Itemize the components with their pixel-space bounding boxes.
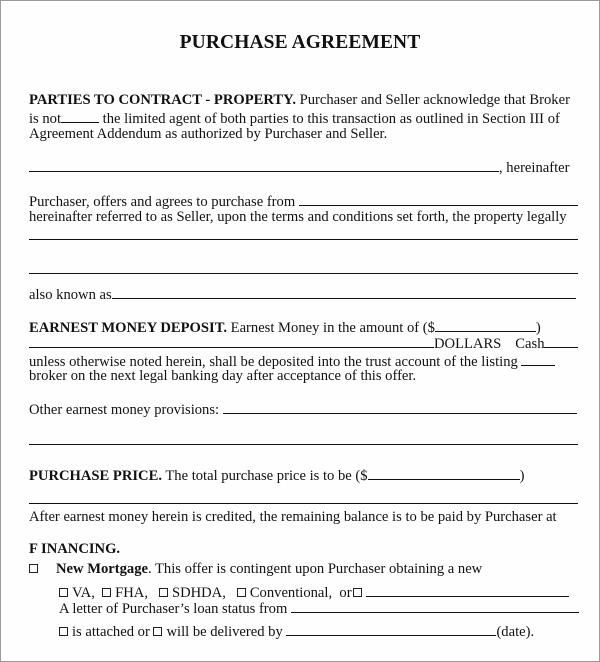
other-provisions-label: Other earnest money provisions: <box>29 402 223 418</box>
purchase-price-text: The total purchase price is to be ($ <box>161 468 368 484</box>
purchase-price-field[interactable] <box>368 466 520 480</box>
other-loan-checkbox[interactable] <box>353 588 362 597</box>
other-provisions-line-2[interactable] <box>29 444 578 445</box>
also-known-as-field[interactable] <box>112 285 576 299</box>
cash-field[interactable] <box>544 334 578 348</box>
dollars-label: DOLLARS <box>434 336 502 352</box>
purchaser-offers-text: Purchaser, offers and agrees to purchase from <box>29 194 299 210</box>
cash-label: Cash <box>515 336 545 352</box>
also-known-as-line <box>29 285 576 304</box>
hereinafter-label: , hereinafter <box>499 160 570 176</box>
parties-line-3: Agreement Addendum as authorized by Purchaser and Seller. <box>29 126 388 142</box>
legal-description-line-1[interactable] <box>29 239 578 240</box>
sdhda-label: SDHDA, <box>171 585 226 601</box>
listing-broker-field[interactable] <box>521 352 555 366</box>
va-label: VA, <box>72 585 95 601</box>
or-label: or <box>339 585 352 601</box>
new-mortgage-label: New Mortgage <box>56 561 148 577</box>
purchaser-name-field[interactable] <box>29 158 499 172</box>
purchase-price-heading: PURCHASE PRICE. <box>29 468 162 484</box>
delivery-line <box>59 622 534 641</box>
loan-status-letter-label: A letter of Purchaser’s loan status from <box>59 601 291 617</box>
new-mortgage-checkbox[interactable] <box>29 564 38 573</box>
loan-status-from-field[interactable] <box>291 599 579 613</box>
parties-text-1: Purchaser and Seller acknowledge that Broker <box>295 92 570 108</box>
earnest-text-1: Earnest Money in the amount of ($ <box>227 320 435 336</box>
page-title: PURCHASE AGREEMENT <box>179 32 421 53</box>
will-be-delivered-checkbox[interactable] <box>153 627 162 636</box>
va-checkbox[interactable] <box>59 588 68 597</box>
earnest-heading: EARNEST MONEY DEPOSIT. <box>29 320 227 336</box>
hereinafter-seller-line: hereinafter referred to as Seller, upon the terms and conditions set forth, the property legally <box>29 209 567 225</box>
earnest-amount-field[interactable] <box>435 318 536 332</box>
conventional-checkbox[interactable] <box>237 588 246 597</box>
date-label: (date). <box>496 624 535 640</box>
will-be-delivered-label: will be delivered by <box>166 624 287 640</box>
purchase-price-line <box>29 466 524 485</box>
new-mortgage-line <box>29 561 482 578</box>
new-mortgage-text: . This offer is contingent upon Purchaser obtaining a new <box>147 561 483 577</box>
legal-description-line-2[interactable] <box>29 273 578 274</box>
balance-line: After earnest money herein is credited, the remaining balance is to be paid by Purchaser at <box>29 509 557 525</box>
earnest-text-3: unless otherwise noted herein, shall be deposited into the trust account of the listing <box>29 354 522 370</box>
other-loan-type-field[interactable] <box>366 583 569 597</box>
other-provisions-line <box>29 400 577 419</box>
parties-heading: PARTIES TO CONTRACT - PROPERTY. <box>29 92 296 108</box>
purchaser-name-line <box>29 158 570 177</box>
parties-text-2b: the limited agent of both parties to this transaction as outlined in Section III of <box>99 111 560 127</box>
sdhda-checkbox[interactable] <box>159 588 168 597</box>
financing-heading: F INANCING. <box>29 541 121 557</box>
conventional-label: Conventional, <box>249 585 333 601</box>
fha-checkbox[interactable] <box>102 588 111 597</box>
is-attached-checkbox[interactable] <box>59 627 68 636</box>
earnest-line-2 <box>29 334 578 353</box>
loan-status-letter-line <box>59 599 579 618</box>
fha-label: FHA, <box>115 585 148 601</box>
seller-name-field[interactable] <box>299 192 578 206</box>
purchase-price-close-paren: ) <box>519 468 525 484</box>
parties-line-1 <box>29 92 570 109</box>
is-attached-label: is attached or <box>72 624 150 640</box>
earnest-amount-words-field[interactable] <box>29 334 434 348</box>
earnest-close-paren: ) <box>535 320 541 336</box>
other-provisions-field[interactable] <box>223 400 577 414</box>
parties-text-2a: is not <box>29 111 62 127</box>
earnest-line-4: broker on the next legal banking day after acceptance of this offer. <box>29 368 417 384</box>
also-known-as-label: also known as <box>29 287 112 303</box>
purchase-price-words-line[interactable] <box>29 503 578 504</box>
delivery-date-field[interactable] <box>286 622 496 636</box>
broker-agency-blank[interactable] <box>61 109 99 123</box>
